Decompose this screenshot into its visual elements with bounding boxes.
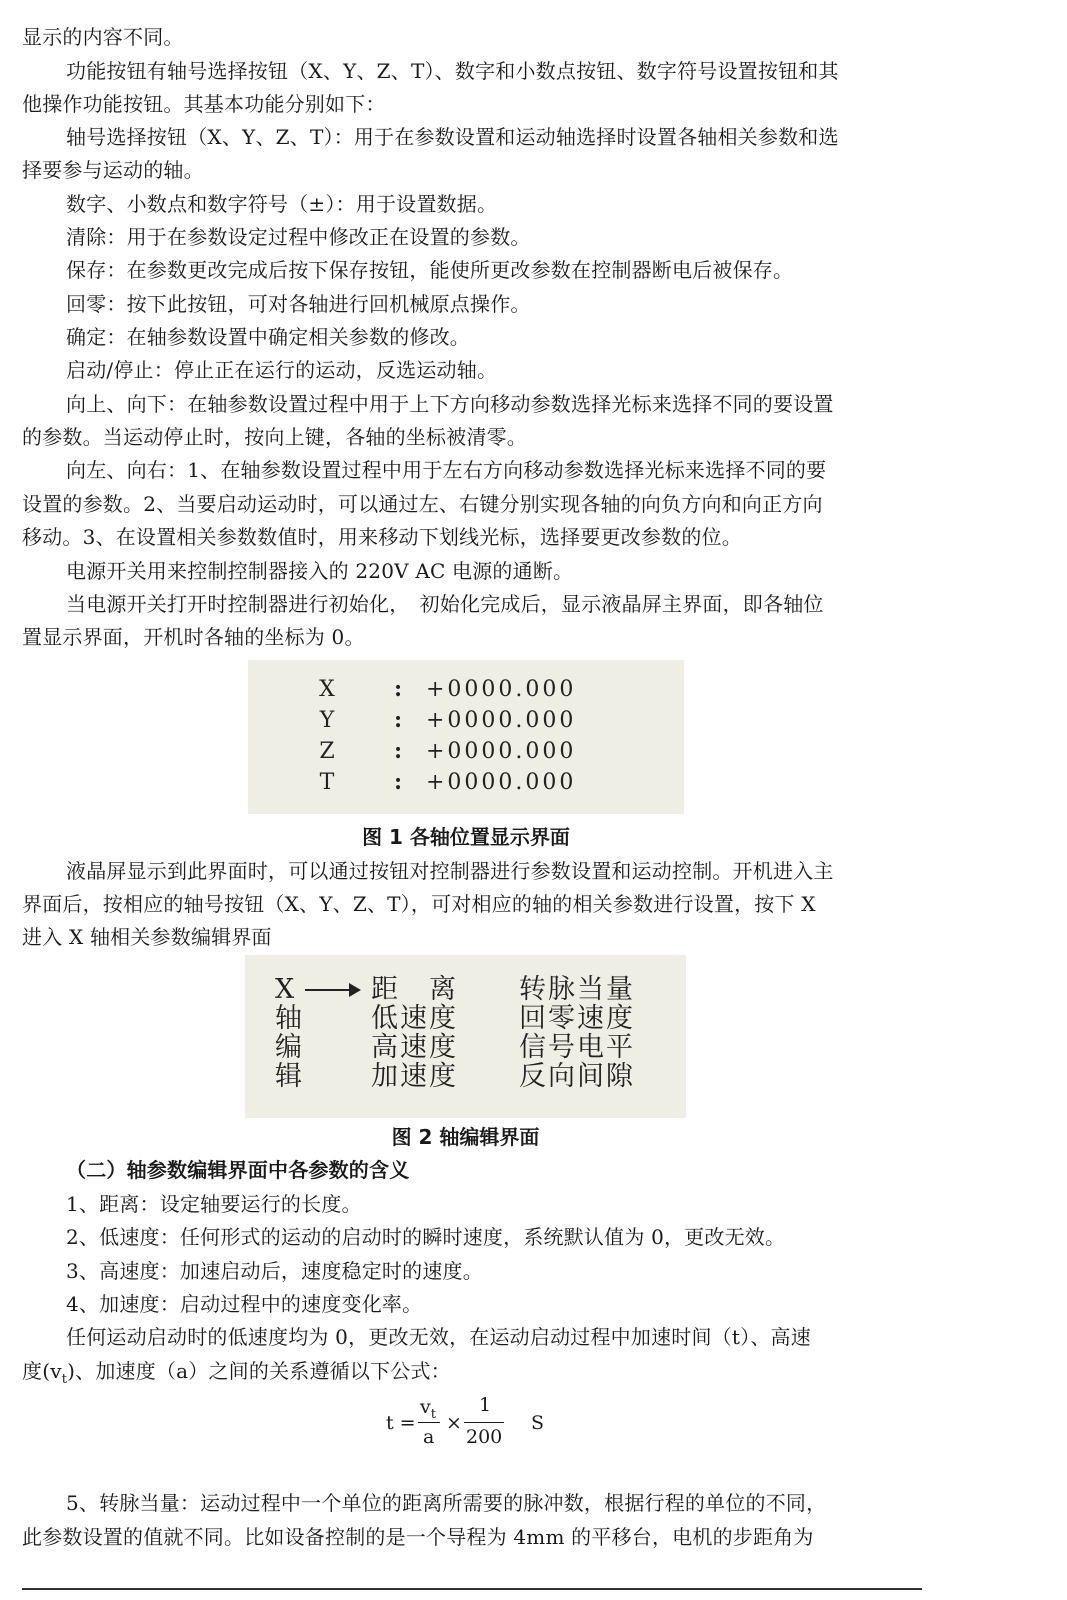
axis-label: X bbox=[319, 677, 335, 702]
text-line: 数字、小数点和数字符号（±）：用于设置数据。 bbox=[66, 192, 498, 216]
axis-name: 编 bbox=[275, 1032, 302, 1063]
text-line: 向左、向右：1、在轴参数设置过程中用于左右方向移动参数选择光标来选择不同的要 bbox=[66, 458, 827, 482]
text-line bbox=[22, 1356, 922, 1386]
axis-value: +0000.000 bbox=[426, 677, 577, 702]
subscript: t bbox=[430, 1406, 436, 1422]
cursor-arrow-icon bbox=[305, 989, 351, 991]
formula-symbol: v bbox=[420, 1396, 431, 1418]
text-line: 此参数设置的值就不同。比如设备控制的是一个导程为 4mm 的平移台，电机的步距角为 bbox=[22, 1525, 814, 1549]
edit-row bbox=[245, 1004, 686, 1033]
param-name: 距 离 bbox=[371, 974, 458, 1005]
param-name: 反向间隙 bbox=[519, 1061, 635, 1092]
list-item: 2、低速度：任何形式的运动的启动时的瞬时速度，系统默认值为 0，更改无效。 bbox=[66, 1225, 786, 1249]
axis-value: +0000.000 bbox=[426, 770, 577, 795]
list-item: 1、距离：设定轴要运行的长度。 bbox=[66, 1192, 362, 1216]
text-line: 他操作功能按钮。其基本功能分别如下： bbox=[22, 92, 386, 116]
text-line: 液晶屏显示到此界面时，可以通过按钮对控制器进行参数设置和运动控制。开机进入主 bbox=[66, 859, 834, 883]
figure-axis-edit-screen bbox=[245, 955, 686, 1118]
param-name: 加速度 bbox=[371, 1061, 458, 1092]
text-line: 进入 X 轴相关参数编辑界面 bbox=[22, 925, 272, 949]
param-name: 低速度 bbox=[371, 1003, 458, 1034]
axis-name: X bbox=[275, 974, 295, 1005]
text-line: 的参数。当运动停止时，按向上键，各轴的坐标被清零。 bbox=[22, 425, 527, 449]
fraction-bar bbox=[464, 1422, 504, 1423]
formula-numerator: 1 bbox=[479, 1394, 492, 1416]
list-item: 3、高速度：加速启动后，速度稳定时的速度。 bbox=[66, 1259, 483, 1283]
axis-name: 辑 bbox=[275, 1061, 302, 1092]
text-line: 任何运动启动时的低速度均为 0，更改无效，在运动启动过程中加速时间（t）、高速 bbox=[66, 1325, 811, 1349]
subscript: t bbox=[61, 1372, 68, 1386]
figure-caption: 图 2 轴编辑界面 bbox=[391, 1125, 540, 1149]
edit-row bbox=[245, 1033, 686, 1062]
edit-row bbox=[245, 975, 686, 1004]
param-name: 转脉当量 bbox=[519, 974, 635, 1005]
list-item: 4、加速度：启动过程中的速度变化率。 bbox=[66, 1292, 423, 1316]
text-line: 向上、向下：在轴参数设置过程中用于上下方向移动参数选择光标来选择不同的要设置 bbox=[66, 392, 834, 416]
axis-colon: : bbox=[393, 738, 403, 764]
axis-name: 轴 bbox=[275, 1003, 302, 1034]
param-name: 回零速度 bbox=[519, 1003, 635, 1034]
text-line: 保存：在参数更改完成后按下保存按钮，能使所更改参数在控制器断电后被保存。 bbox=[66, 258, 794, 282]
text-line: 置显示界面，开机时各轴的坐标为 0。 bbox=[22, 625, 365, 649]
formula-denominator: a bbox=[423, 1426, 435, 1448]
text-line: 清除：用于在参数设定过程中修改正在设置的参数。 bbox=[66, 225, 531, 249]
formula-times: × bbox=[446, 1412, 462, 1434]
axis-value: +0000.000 bbox=[426, 739, 577, 764]
formula-lhs: t = bbox=[386, 1412, 416, 1434]
text-line: 电源开关用来控制控制器接入的 220V AC 电源的通断。 bbox=[66, 559, 574, 583]
text-line: 功能按钮有轴号选择按钮（X、Y、Z、T）、数字和小数点按钮、数字符号设置按钮和其 bbox=[66, 59, 839, 83]
axis-colon: : bbox=[393, 769, 403, 795]
text-line: 界面后，按相应的轴号按钮（X、Y、Z、T），可对相应的轴的相关参数进行设置，按下 X bbox=[22, 892, 816, 916]
text-fragment: 度(v bbox=[22, 1359, 62, 1383]
axis-colon: : bbox=[393, 676, 403, 702]
text-line: 移动。3、在设置相关参数数值时，用来移动下划线光标，选择要更改参数的位。 bbox=[22, 525, 742, 549]
edit-row bbox=[245, 1062, 686, 1091]
text-line: 择要参与运动的轴。 bbox=[22, 158, 204, 182]
axis-row-t bbox=[248, 767, 684, 798]
text-line: 显示的内容不同。 bbox=[22, 25, 184, 49]
formula-unit: S bbox=[531, 1412, 545, 1434]
text-line: 设置的参数。2、当要启动运动时，可以通过左、右键分别实现各轴的向负方向和向正方向 bbox=[22, 492, 823, 516]
fraction-bar bbox=[418, 1422, 440, 1423]
text-line: 轴号选择按钮（X、Y、Z、T）：用于在参数设置和运动轴选择时设置各轴相关参数和选 bbox=[66, 125, 839, 149]
formula-denominator: 200 bbox=[466, 1426, 503, 1448]
axis-row-y bbox=[248, 705, 684, 736]
axis-label: T bbox=[319, 770, 335, 795]
page-bottom-rule bbox=[22, 1588, 922, 1590]
section-heading: （二）轴参数编辑界面中各参数的含义 bbox=[66, 1158, 410, 1182]
text-line: 启动/停止：停止正在运行的运动，反选运动轴。 bbox=[66, 358, 498, 382]
axis-value: +0000.000 bbox=[426, 708, 577, 733]
text-line: 当电源开关打开时控制器进行初始化， 初始化完成后，显示液晶屏主界面，即各轴位 bbox=[66, 592, 824, 616]
param-name: 信号电平 bbox=[519, 1032, 635, 1063]
param-name: 高速度 bbox=[371, 1032, 458, 1063]
text-line: 回零：按下此按钮，可对各轴进行回机械原点操作。 bbox=[66, 292, 531, 316]
figure-caption: 图 1 各轴位置显示界面 bbox=[362, 825, 570, 849]
axis-label: Z bbox=[319, 739, 335, 764]
axis-label: Y bbox=[319, 708, 335, 733]
text-fragment: )、加速度（a）之间的关系遵循以下公式： bbox=[67, 1359, 451, 1383]
axis-colon: : bbox=[393, 707, 403, 733]
formula-numerator bbox=[420, 1396, 436, 1422]
axis-row-x bbox=[248, 674, 684, 705]
formula bbox=[380, 1392, 580, 1456]
text-line: 确定：在轴参数设置中确定相关参数的修改。 bbox=[66, 325, 470, 349]
axis-row-z bbox=[248, 736, 684, 767]
figure-axis-position-display bbox=[248, 660, 684, 814]
text-line: 5、转脉当量：运动过程中一个单位的距离所需要的脉冲数，根据行程的单位的不同， bbox=[66, 1491, 827, 1515]
cursor-arrowhead-icon bbox=[349, 983, 361, 997]
